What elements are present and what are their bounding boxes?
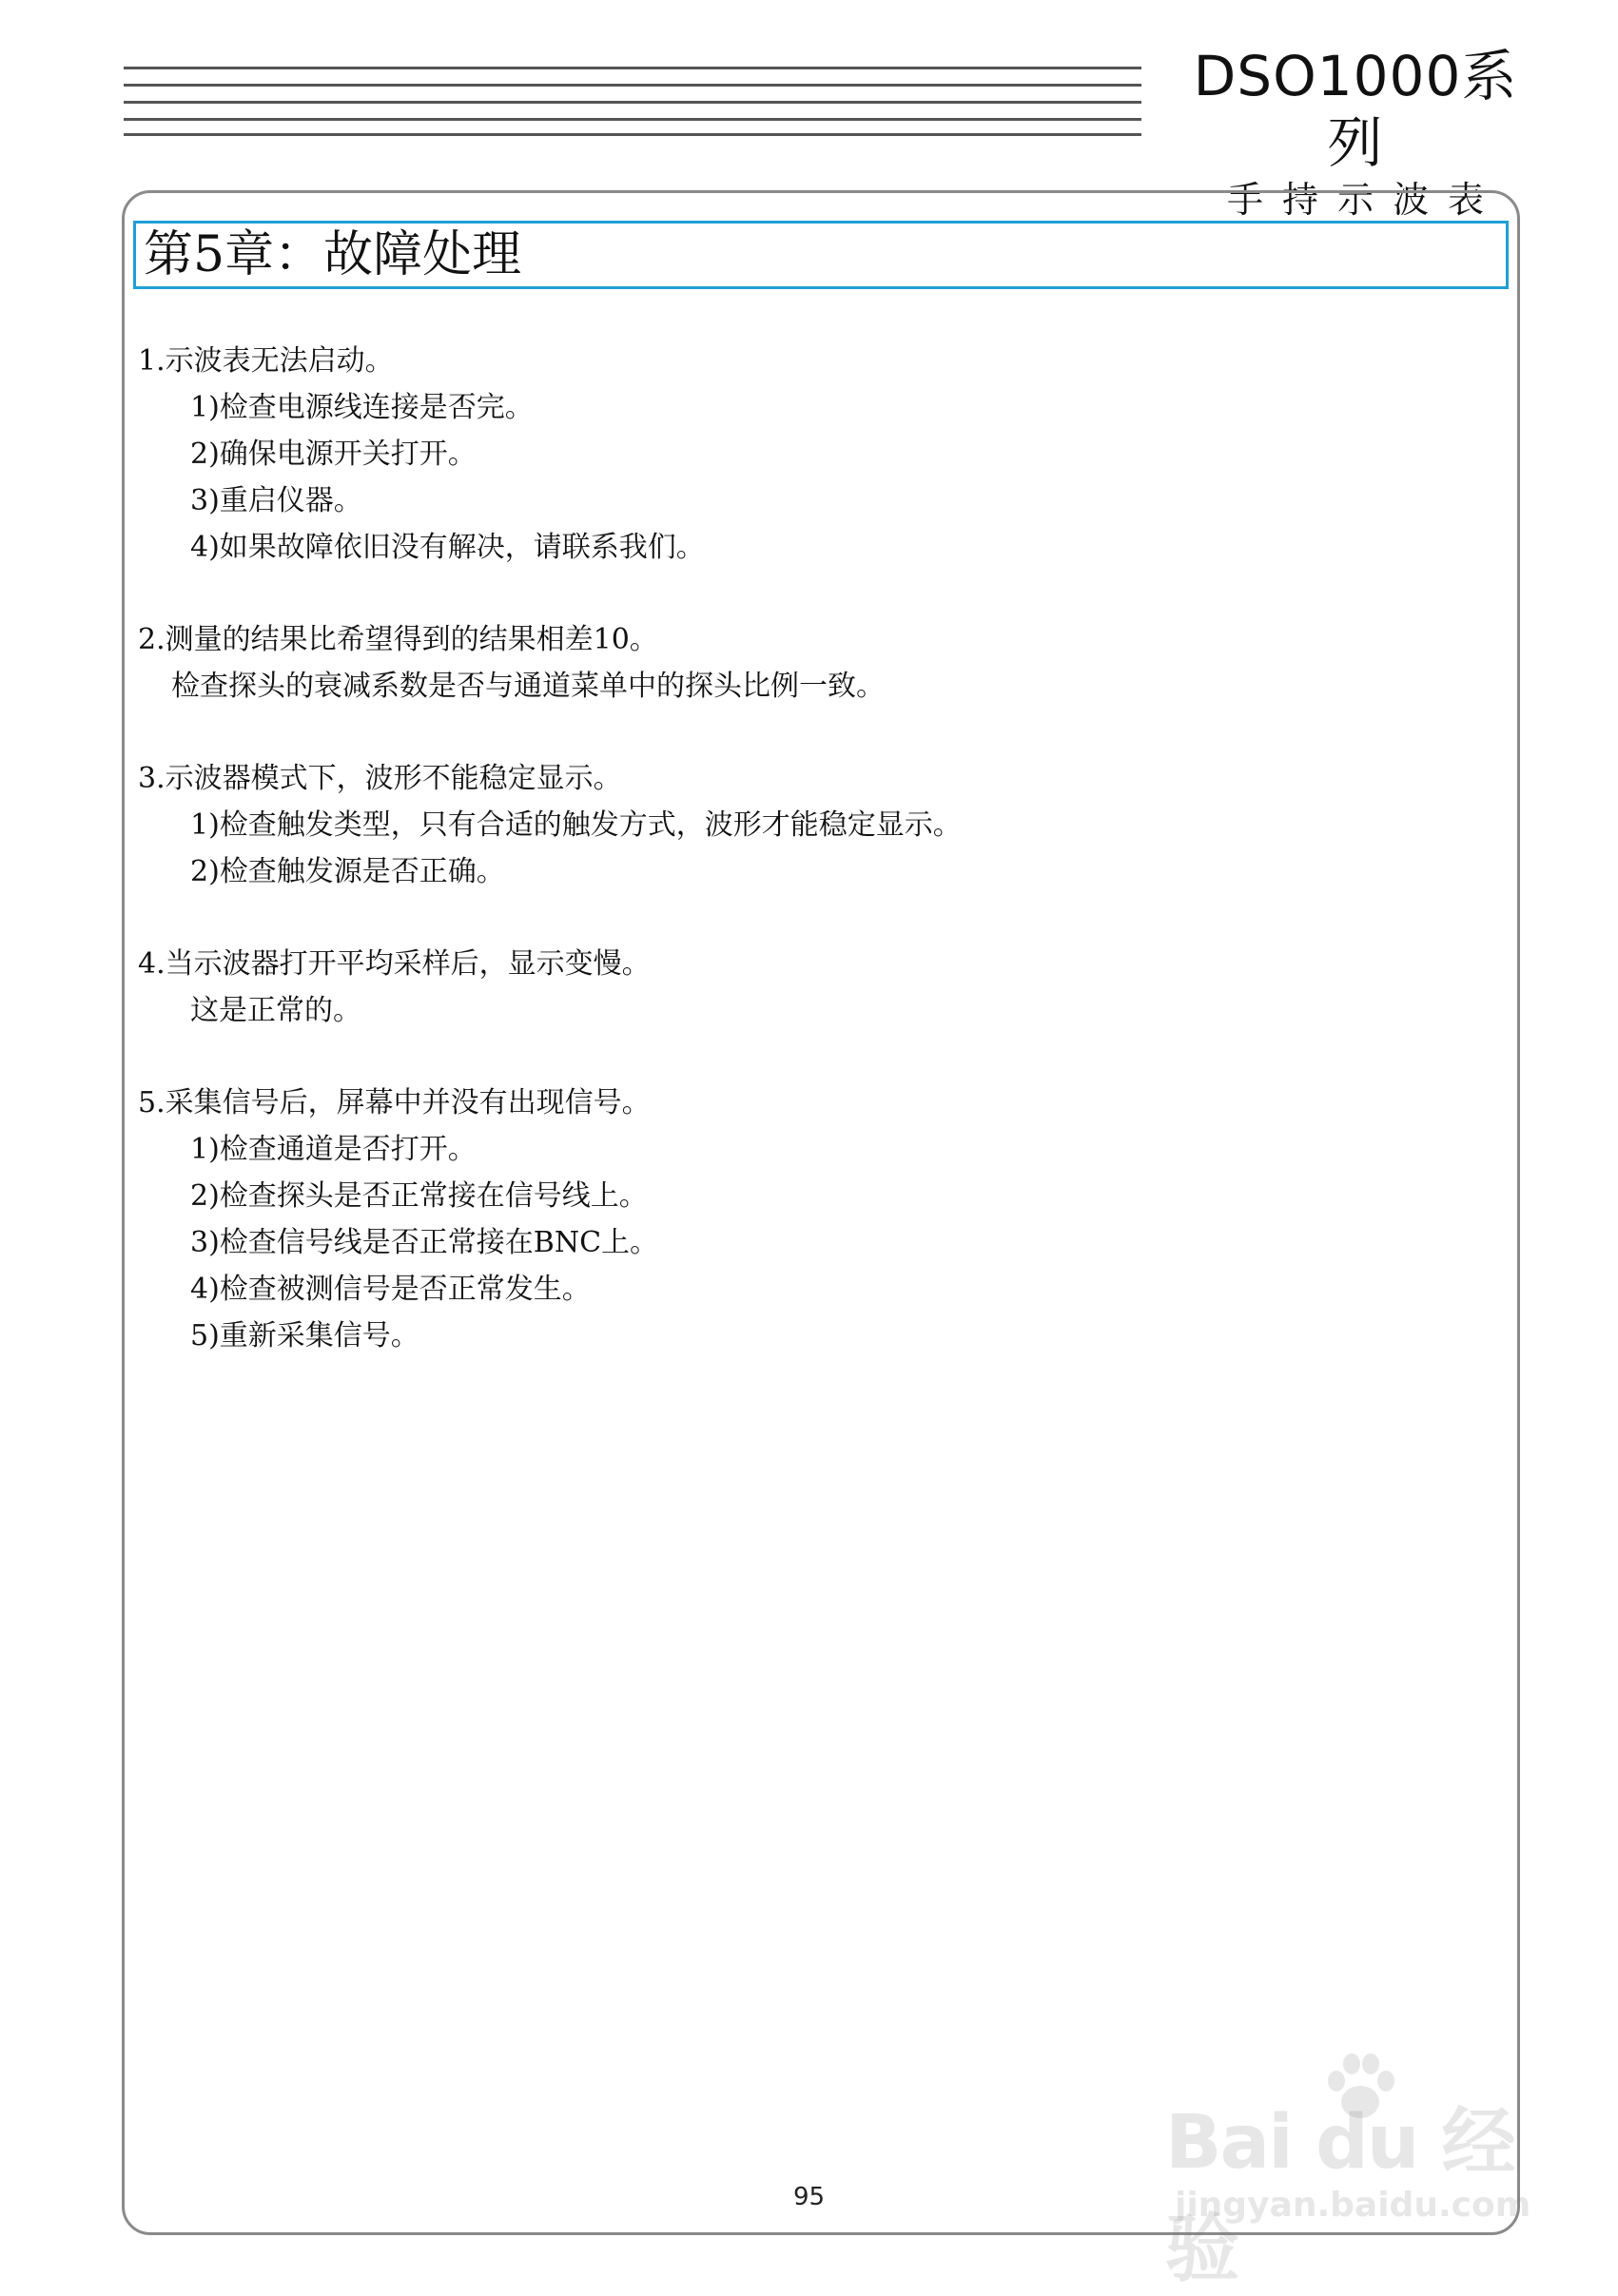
chapter-title: 第5章：故障处理 bbox=[144, 226, 522, 283]
header-rule-4 bbox=[124, 118, 1141, 121]
list-item: 4)如果故障依旧没有解决，请联系我们。 bbox=[190, 531, 705, 564]
brand-subtitle: 手持示波表 bbox=[1226, 179, 1503, 221]
troubleshooting-content bbox=[138, 338, 1489, 1405]
section-note: 这是正常的。 bbox=[190, 994, 361, 1027]
header-rule-5 bbox=[124, 133, 1141, 136]
list-item: 4)检查被测信号是否正常发生。 bbox=[190, 1273, 591, 1306]
section-4 bbox=[138, 941, 1489, 1034]
list-item: 2)检查探头是否正常接在信号线上。 bbox=[190, 1179, 648, 1213]
brand-title: DSO1000系列 bbox=[1193, 44, 1518, 175]
header-rule-3 bbox=[124, 101, 1141, 104]
section-2 bbox=[138, 616, 1489, 710]
list-item: 1)检查触发类型，只有合适的触发方式，波形才能稳定显示。 bbox=[190, 808, 962, 842]
section-note: 检查探头的衰减系数是否与通道菜单中的探头比例一致。 bbox=[171, 670, 885, 703]
section-heading: 2.测量的结果比希望得到的结果相差10。 bbox=[138, 623, 658, 656]
list-item: 2)确保电源开关打开。 bbox=[190, 438, 477, 471]
baidu-watermark bbox=[1165, 2045, 1546, 2292]
section-5 bbox=[138, 1080, 1489, 1359]
chapter-heading-box bbox=[133, 221, 1509, 289]
header-rule-2 bbox=[124, 84, 1141, 87]
section-3 bbox=[138, 755, 1489, 895]
section-heading: 4.当示波器打开平均采样后，显示变慢。 bbox=[138, 947, 651, 981]
list-item: 1)检查通道是否打开。 bbox=[190, 1133, 477, 1166]
section-heading: 3.示波器模式下，波形不能稳定显示。 bbox=[138, 762, 622, 795]
watermark-logo-text: Bai du 经验 bbox=[1165, 2100, 1514, 2292]
list-item: 2)检查触发源是否正确。 bbox=[190, 855, 505, 888]
list-item: 1)检查电源线连接是否完。 bbox=[190, 391, 534, 424]
page-number: 95 bbox=[792, 2183, 826, 2211]
section-heading: 1.示波表无法启动。 bbox=[138, 344, 394, 378]
list-item: 3)检查信号线是否正常接在BNC上。 bbox=[190, 1226, 659, 1259]
list-item: 5)重新采集信号。 bbox=[190, 1319, 419, 1352]
section-heading: 5.采集信号后，屏幕中并没有出现信号。 bbox=[138, 1086, 651, 1119]
list-item: 3)重启仪器。 bbox=[190, 484, 362, 517]
header-rule-1 bbox=[124, 67, 1141, 69]
section-1 bbox=[138, 338, 1489, 571]
watermark-url: jingyan.baidu.com bbox=[1175, 2186, 1531, 2225]
